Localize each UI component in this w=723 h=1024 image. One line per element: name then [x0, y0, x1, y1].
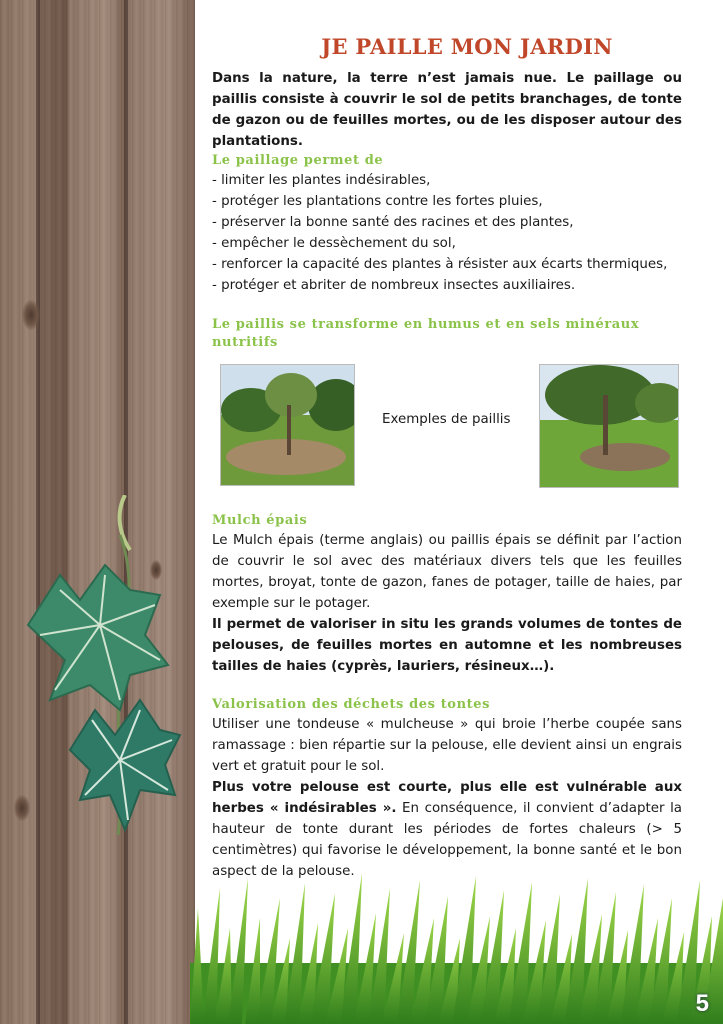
list-item: - limiter les plantes indésirables,: [212, 173, 431, 188]
section-heading-paillage: Le paillage permet de: [212, 153, 384, 168]
tontes-paragraph-2: [212, 777, 682, 882]
benefits-list: [212, 170, 682, 296]
photos-caption: Exemples de paillis: [382, 412, 511, 427]
mulch-bold-paragraph: Il permet de valoriser in situ les grands volumes de tontes de pelouses, de feuilles mortes en automne et les nombreuses tailles de haies (cyprès, lauriers, résineux…).: [212, 617, 682, 674]
intro-paragraph: Dans la nature, la terre n’est jamais nue. Le paillage ou paillis consiste à couvrir le sol de petits branchages, de tonte de gazon ou de feuilles mortes, ou de les disposer autour des plantations.: [212, 71, 682, 149]
page-number: 5: [695, 990, 709, 1017]
list-item: - empêcher le dessèchement du sol,: [212, 236, 456, 251]
section-heading-humus: Le paillis se transforme en humus et en sels minéraux nutritifs: [212, 317, 640, 350]
list-item: - protéger les plantations contre les fortes pluies,: [212, 194, 543, 209]
ivy-leaves-illustration: [20, 495, 190, 845]
main-content: [212, 34, 682, 882]
wood-knot: [22, 300, 40, 330]
mulch-paragraph: Le Mulch épais (terme anglais) ou paillis épais se définit par l’action de couvrir le sol avec des matériaux divers tels que les feuilles mortes, broyat, tonte de gazon, fanes de potager, taille de haies, par exemple sur le potager.: [212, 533, 682, 611]
page-title: JE PAILLE MON JARDIN: [321, 34, 613, 59]
list-item: - renforcer la capacité des plantes à résister aux écarts thermiques,: [212, 257, 668, 272]
mulch-examples: [212, 364, 682, 502]
mulch-photo-2: [539, 364, 679, 488]
mulch-photo-1: [220, 364, 355, 486]
tontes-text-after: En conséquence, il convient d’adapter la hauteur de tonte durant les périodes de fortes chaleurs (> 5 centimètres) qui favorise le développement, la bonne santé et le bon aspect de la pelouse.: [212, 801, 682, 879]
section-heading-tontes: Valorisation des déchets des tontes: [212, 697, 491, 712]
grass-illustration: [190, 868, 723, 1024]
tontes-paragraph: Utiliser une tondeuse « mulcheuse » qui broie l’herbe coupée sans ramassage : bien répartie sur la pelouse, elle devient ainsi un engrais vert et gratuit pour le sol.: [212, 717, 682, 774]
list-item: - protéger et abriter de nombreux insectes auxiliaires.: [212, 278, 576, 293]
section-heading-mulch: Mulch épais: [212, 513, 308, 528]
list-item: - préserver la bonne santé des racines et des plantes,: [212, 215, 574, 230]
tontes-bold-text: Plus votre pelouse est courte, plus elle est vulnérable aux herbes « indésirables ».: [212, 780, 682, 816]
